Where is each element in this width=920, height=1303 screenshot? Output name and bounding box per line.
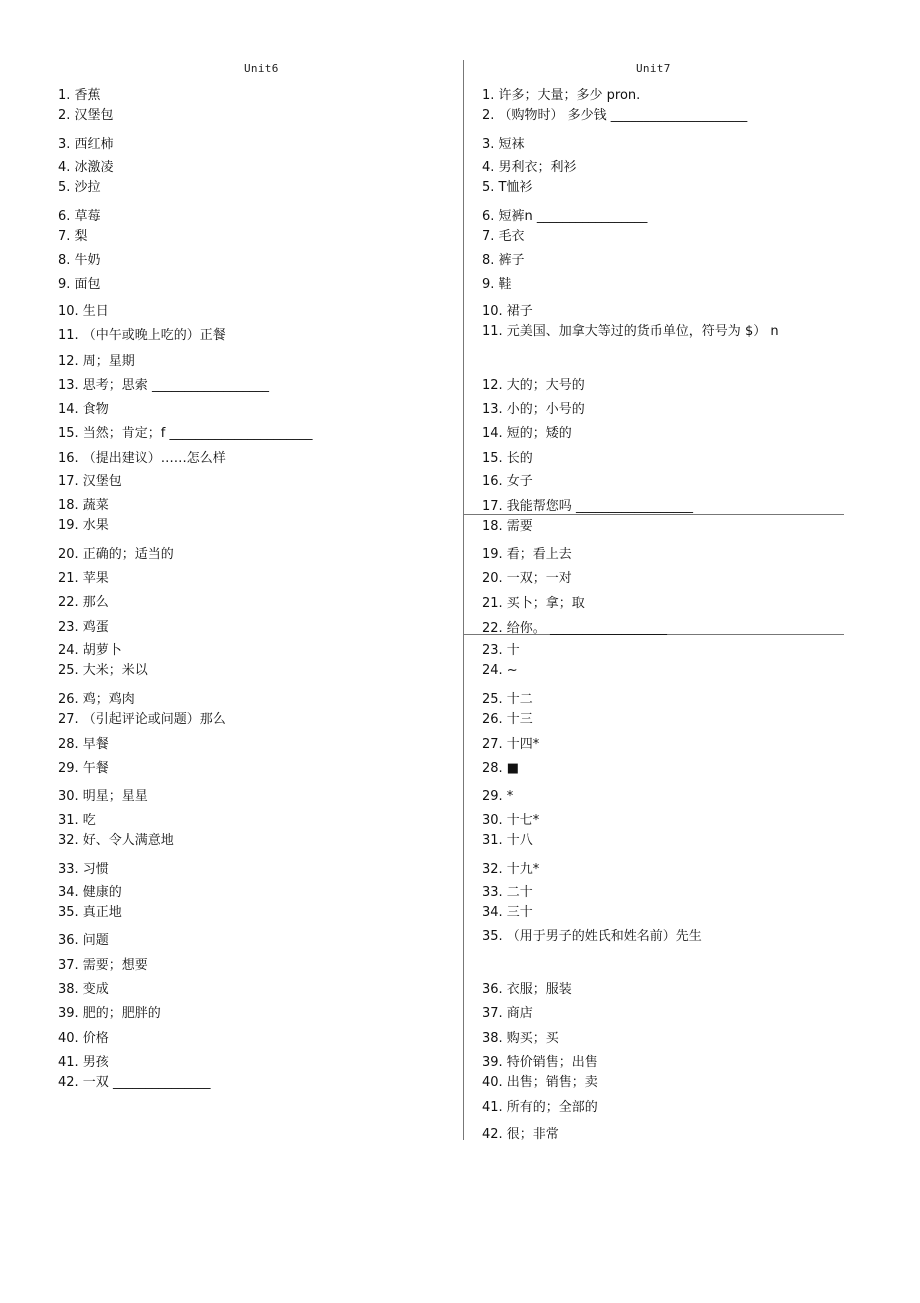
unit6-item-31: 31. 吃	[58, 813, 96, 828]
unit7-item-7: 7. 毛衣	[482, 229, 525, 244]
unit7-item-23: 23. 十	[482, 643, 520, 658]
unit6-item-35: 35. 真正地	[58, 905, 122, 920]
unit7-item-3: 3. 短袜	[482, 137, 525, 152]
unit7-item-18: 18. 需要	[482, 519, 533, 534]
unit6-item-18: 18. 蔬菜	[58, 498, 109, 513]
unit7-item-8: 8. 裤子	[482, 253, 525, 268]
unit7-item-26: 26. 十三	[482, 712, 533, 727]
unit7-item-15: 15. 长的	[482, 451, 533, 466]
unit7-item-14: 14. 短的；矮的	[482, 426, 572, 441]
unit7-item-17: 17. 我能帮您吗 __________________	[482, 499, 693, 514]
unit7-item-1: 1. 许多；大量；多少 pron.	[482, 88, 641, 103]
unit7-item-31: 31. 十八	[482, 833, 533, 848]
unit6-item-13: 13. 思考；思索 __________________	[58, 378, 269, 393]
unit7-item-29: 29. *	[482, 789, 514, 804]
unit7-item-12: 12. 大的；大号的	[482, 378, 585, 393]
unit6-item-38: 38. 变成	[58, 982, 109, 997]
unit7-item-16: 16. 女子	[482, 474, 533, 489]
unit6-item-28: 28. 早餐	[58, 737, 109, 752]
unit6-item-7: 7. 梨	[58, 229, 88, 244]
unit6-title: Unit6	[244, 62, 279, 75]
unit6-item-30: 30. 明星；星星	[58, 789, 148, 804]
unit6-item-29: 29. 午餐	[58, 761, 109, 776]
unit6-item-6: 6. 草莓	[58, 209, 101, 224]
unit6-item-21: 21. 苹果	[58, 571, 109, 586]
unit7-item-6: 6. 短裤n _________________	[482, 209, 648, 224]
unit7-item-5: 5. T恤衫	[482, 180, 533, 195]
unit7-item-35: 35. （用于男子的姓氏和姓名前）先生	[482, 929, 702, 944]
unit7-item-42: 42. 很；非常	[482, 1127, 559, 1142]
unit6-item-5: 5. 沙拉	[58, 180, 101, 195]
unit7-item-2: 2. （购物时） 多少钱 _____________________	[482, 108, 748, 123]
unit6-item-4: 4. 冰激凌	[58, 160, 114, 175]
unit6-item-37: 37. 需要；想要	[58, 958, 148, 973]
unit6-item-24: 24. 胡萝卜	[58, 643, 122, 658]
unit6-item-8: 8. 牛奶	[58, 253, 101, 268]
unit7-item-36: 36. 衣服；服装	[482, 982, 572, 997]
unit7-item-40: 40. 出售；销售；卖	[482, 1075, 598, 1090]
unit6-item-34: 34. 健康的	[58, 885, 122, 900]
unit6-item-41: 41. 男孩	[58, 1055, 109, 1070]
unit7-item-27: 27. 十四*	[482, 737, 540, 752]
unit7-item-39: 39. 特价销售；出售	[482, 1055, 598, 1070]
unit7-item-38: 38. 购买；买	[482, 1031, 559, 1046]
unit6-item-42: 42. 一双 _______________	[58, 1075, 211, 1090]
unit7-item-13: 13. 小的；小号的	[482, 402, 585, 417]
unit6-item-1: 1. 香蕉	[58, 88, 101, 103]
unit7-item-19: 19. 看；看上去	[482, 547, 572, 562]
unit7-item-22: 22. 给你。 __________________	[482, 621, 667, 636]
unit7-item-24: 24. ~	[482, 663, 518, 678]
unit7-item-9: 9. 鞋	[482, 277, 512, 292]
unit6-item-22: 22. 那么	[58, 595, 109, 610]
unit6-item-10: 10. 生日	[58, 304, 109, 319]
column-divider	[463, 60, 464, 1140]
unit7-item-21: 21. 买卜；拿；取	[482, 596, 585, 611]
unit6-item-9: 9. 面包	[58, 277, 101, 292]
unit6-item-23: 23. 鸡蛋	[58, 620, 109, 635]
unit6-item-39: 39. 肥的；肥胖的	[58, 1006, 161, 1021]
unit7-item-4: 4. 男利衣；利衫	[482, 160, 577, 175]
unit6-item-27: 27. （引起评论或问题）那么	[58, 712, 226, 727]
unit6-item-32: 32. 好、令人满意地	[58, 833, 174, 848]
unit6-item-2: 2. 汉堡包	[58, 108, 114, 123]
unit7-item-20: 20. 一双；一对	[482, 571, 572, 586]
unit6-item-17: 17. 汉堡包	[58, 474, 122, 489]
unit7-title: Unit7	[636, 62, 671, 75]
unit6-item-15: 15. 当然；肯定；f ______________________	[58, 426, 313, 441]
unit7-item-34: 34. 三十	[482, 905, 533, 920]
unit7-item-37: 37. 商店	[482, 1006, 533, 1021]
unit6-item-16: 16. （提出建议）……怎么样	[58, 451, 226, 466]
unit6-item-19: 19. 水果	[58, 518, 109, 533]
unit7-item-41: 41. 所有的；全部的	[482, 1100, 598, 1115]
unit6-item-25: 25. 大米；米以	[58, 663, 148, 678]
unit6-item-33: 33. 习惯	[58, 862, 109, 877]
unit7-item-30: 30. 十七*	[482, 813, 540, 828]
unit6-item-26: 26. 鸡；鸡肉	[58, 692, 135, 707]
unit6-item-3: 3. 西红柿	[58, 137, 114, 152]
unit7-item-25: 25. 十二	[482, 692, 533, 707]
unit6-item-11: 11. （中午或晚上吃的）正餐	[58, 328, 226, 343]
unit7-item-11: 11. 元美国、加拿大等过的货币单位，符号为 $） n	[482, 324, 779, 339]
unit6-item-40: 40. 价格	[58, 1031, 109, 1046]
unit6-item-12: 12. 周；星期	[58, 354, 135, 369]
unit7-item-33: 33. 二十	[482, 885, 533, 900]
unit6-item-14: 14. 食物	[58, 402, 109, 417]
unit7-item-10: 10. 裙子	[482, 304, 533, 319]
unit7-item-32: 32. 十九*	[482, 862, 540, 877]
unit6-item-36: 36. 问题	[58, 933, 109, 948]
unit7-item-28: 28. ■	[482, 761, 520, 776]
unit6-item-20: 20. 正确的；适当的	[58, 547, 174, 562]
